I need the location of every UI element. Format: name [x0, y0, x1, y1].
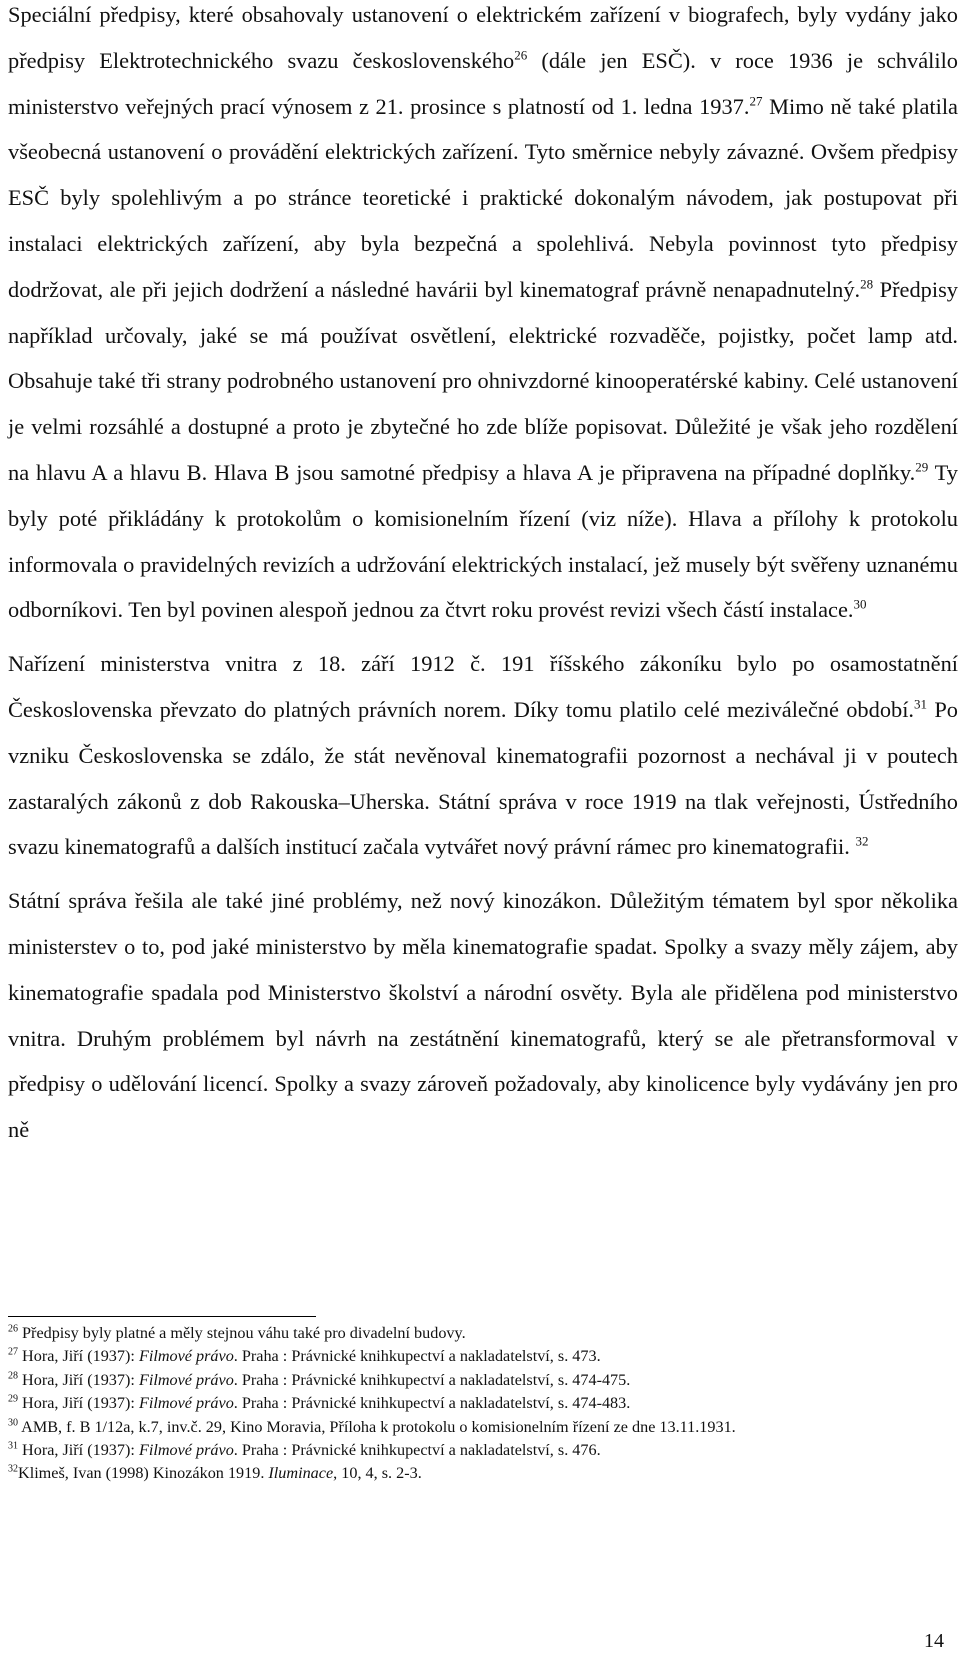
page-number: 14	[924, 1630, 944, 1652]
paragraph-1	[8, 0, 958, 633]
footnote-32	[8, 1462, 908, 1485]
footnote-text: Hora, Jiří (1937):	[22, 1370, 139, 1389]
footnote-ref-28[interactable]: 28	[860, 276, 874, 292]
paragraph-text: (dále jen ESČ). v roce 1936 je schválilo ministerstvo veřejných prací výnosem z 21. prosince s platností od 1. ledna 1937.	[8, 47, 958, 119]
footnote-26	[8, 1322, 908, 1345]
footnote-number: 31	[8, 1440, 18, 1452]
footnote-30	[8, 1416, 908, 1439]
footnote-text: Hora, Jiří (1937):	[22, 1394, 139, 1413]
footnote-title: Filmové právo	[138, 1347, 234, 1366]
footnote-text: . Praha : Právnické knihkupectví a nakladatelství, s. 473.	[233, 1347, 601, 1366]
paragraph-text: Ty byly poté přikládány k protokolům o komisionelním řízení (viz níže). Hlava a přílohy k protokolu informovala o pravidelných revizích a udržování elektrických instalací, jež musely být svěřeny uznanému odborníkovi. Ten byl povinen alespoň jednou za čtvrt roku provést revizi všech částí instalace.	[8, 459, 958, 623]
footnote-28	[8, 1369, 908, 1392]
paragraph-text: Státní správa řešila ale také jiné problémy, než nový kinozákon. Důležitým tématem byl spor několika ministerstev o to, pod jaké ministerstvo by měla kinematografie spadat. Spolky a svazy měly zájem, aby kinematografie spadala pod Ministerstvo školství a národní osvěty. Byla ale přidělena pod ministerstvo vnitra. Druhým problémem byl návrh na zestátnění kinematografů, který se ale přetransformoval v předpisy o udělování licencí. Spolky a svazy zároveň požadovaly, aby kinolicence byly vydávány jen pro ně	[8, 888, 958, 1143]
footnote-text: AMB, f. B 1/12a, k.7, inv.č. 29, Kino Moravia, Příloha k protokolu o komisionelním řízení ze dne 13.11.1931.	[21, 1417, 736, 1436]
footnote-ref-26[interactable]: 26	[514, 47, 528, 63]
paragraph-text: Ovšem předpisy ESČ byly spolehlivým a po stránce teoretické i praktické dokonalým návodem, jak postupovat při instalaci elektrických zařízení, aby byla bezpečná a spolehlivá. Nebyla povinnost tyto předpisy dodržovat, ale při jejich dodržení a následné havárii byl kinematograf právně nenapadnutelný.	[8, 139, 958, 302]
footnote-title: Filmové právo	[138, 1394, 234, 1413]
footnote-31	[8, 1439, 908, 1462]
footnote-number: 28	[8, 1370, 18, 1382]
footnote-number: 32	[8, 1464, 18, 1476]
footnote-number: 27	[8, 1347, 18, 1359]
footnote-text: , 10, 4, s. 2-3.	[333, 1464, 422, 1483]
footnote-ref-27[interactable]: 27	[749, 93, 763, 109]
footnote-text: . Praha : Právnické knihkupectví a nakladatelství, s. 474-483.	[233, 1394, 631, 1413]
paragraph-3	[8, 878, 958, 1153]
paragraph-text: Nařízení ministerstva vnitra z 18. září 1912 č. 191 říšského zákoníku bylo po osamostatnění Československa převzato do platných právních norem. Díky tomu platilo celé meziválečné období.	[8, 651, 958, 722]
footnote-title: Iluminace	[268, 1464, 334, 1483]
paragraph-text: Speciální předpisy, které obsahovaly ustanovení o elektrickém zařízení v biografech, byly vydány jako předpisy Elektrotechnického svazu československého	[8, 2, 958, 73]
footnote-ref-31[interactable]: 31	[914, 696, 928, 712]
footnote-27	[8, 1345, 908, 1368]
paragraph-text: Předpisy například určovaly, jaké se má používat osvětlení, elektrické rozvaděče, pojistky, počet lamp atd. Obsahuje také tři strany podrobného ustanovení pro ohnivzdorné kinooperatérské kabiny. Celé ustanovení je velmi rozsáhlé a dostupné a proto je zbytečné ho zde blíže popisovat. Důležité je však jeho rozdělení na hlavu A a hlavu B. Hlava B jsou samotné předpisy a hlava A je připravena na případné doplňky.	[8, 276, 958, 485]
footnote-ref-29[interactable]: 29	[915, 459, 929, 475]
paragraph-text: Mimo ně také platila všeobecná ustanovení o provádění elektrických zařízení. Tyto směrnice nebyly závazné.	[8, 93, 958, 165]
footnote-29	[8, 1392, 908, 1415]
footnote-ref-32[interactable]: 32	[855, 833, 869, 849]
footnote-title: Filmové právo	[138, 1441, 234, 1460]
footnotes	[8, 1322, 908, 1486]
main-text	[8, 0, 958, 1153]
footnote-number: 30	[8, 1417, 18, 1429]
footnote-text: . Praha : Právnické knihkupectví a nakladatelství, s. 474-475.	[233, 1370, 631, 1389]
paragraph-2	[8, 641, 958, 870]
footnote-number: 29	[8, 1393, 18, 1405]
footnote-title: Filmové právo	[138, 1370, 234, 1389]
footnote-text: Hora, Jiří (1937):	[22, 1347, 139, 1366]
footnote-text: Klimeš, Ivan (1998) Kinozákon 1919.	[18, 1464, 269, 1483]
footnote-text: Předpisy byly platné a měly stejnou váhu také pro divadelní budovy.	[22, 1324, 466, 1342]
footnote-number: 26	[8, 1323, 18, 1335]
footnote-divider	[8, 1316, 316, 1317]
footnote-ref-30[interactable]: 30	[853, 596, 867, 612]
footnote-text: . Praha : Právnické knihkupectví a nakladatelství, s. 476.	[233, 1441, 601, 1460]
paragraph-text: Po vzniku Československa se zdálo, že stát nevěnoval kinematografii pozornost a nechával ji v poutech zastaralých zákonů z dob Rakouska–Uherska. Státní správa v roce 1919 na tlak veřejnosti, Ústředního svazu kinematografů a dalších institucí začala vytvářet nový právní rámec pro kinematografii.	[8, 696, 958, 860]
footnote-text: Hora, Jiří (1937):	[22, 1441, 139, 1460]
